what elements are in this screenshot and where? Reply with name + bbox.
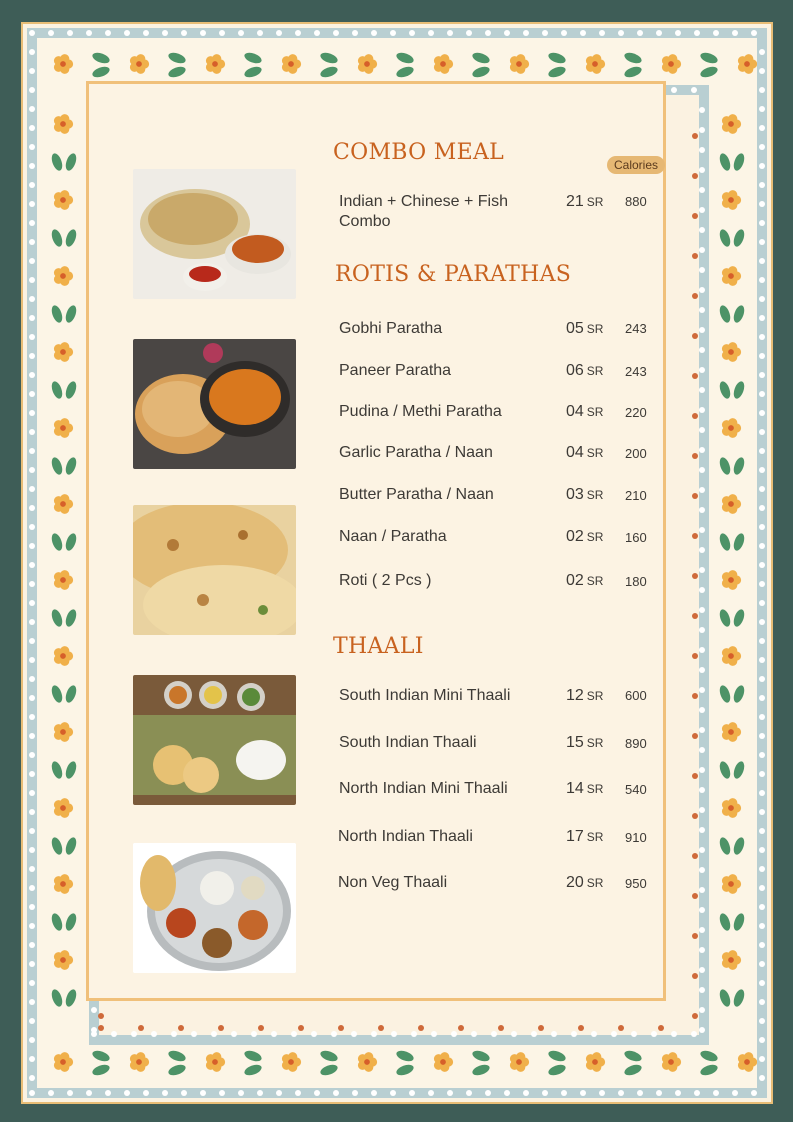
menu-item-name: North Indian Thaali [338, 828, 473, 845]
section-title-thaali: THAALI [333, 634, 424, 659]
menu-item-name: South Indian Thaali [339, 734, 477, 751]
price-value: 04 [566, 403, 584, 420]
price-value: 03 [566, 486, 584, 503]
price-value: 21 [566, 193, 584, 210]
price-value: 06 [566, 362, 584, 379]
menu-item-price [566, 527, 603, 547]
menu-item-price [566, 571, 603, 591]
menu-item-calories: 950 [625, 876, 647, 891]
south-thaali-photo [133, 675, 296, 805]
north-thaali-photo [133, 843, 296, 973]
section-title-rotis-parathas: ROTIS & PARATHAS [335, 262, 572, 287]
currency-label: SR [586, 876, 604, 890]
menu-item-name: Paneer Paratha [339, 362, 452, 379]
menu-item-name: North Indian Mini Thaali [339, 780, 508, 797]
currency-label: SR [586, 736, 604, 750]
price-value: 05 [566, 320, 584, 337]
price-value: 04 [566, 444, 584, 461]
menu-item-calories: 243 [625, 364, 647, 379]
menu-item-price [566, 192, 603, 212]
currency-label: SR [586, 830, 604, 844]
currency-label: SR [586, 322, 604, 336]
menu-item-calories: 220 [625, 405, 647, 420]
menu-item-calories: 890 [625, 736, 647, 751]
menu-item-calories: 210 [625, 488, 647, 503]
currency-label: SR [586, 405, 604, 419]
currency-label: SR [586, 530, 604, 544]
menu-item-name: Garlic Paratha / Naan [339, 444, 493, 461]
menu-item-price [566, 733, 603, 753]
menu-item-calories: 880 [625, 194, 647, 209]
menu-item-price [566, 827, 603, 847]
menu-item-name: Roti ( 2 Pcs ) [339, 572, 432, 589]
calories-badge: Calories [607, 156, 665, 174]
menu-item-name: Naan / Paratha [339, 528, 447, 545]
menu-item-price [566, 443, 603, 463]
currency-label: SR [586, 195, 604, 209]
menu-item-name: Non Veg Thaali [338, 874, 448, 891]
menu-item-price [566, 779, 603, 799]
price-value: 02 [566, 528, 584, 545]
menu-item-calories: 243 [625, 321, 647, 336]
menu-item-name: South Indian Mini Thaali [339, 687, 511, 704]
currency-label: SR [586, 488, 604, 502]
menu-item-price [566, 686, 603, 706]
currency-label: SR [586, 364, 604, 378]
currency-label: SR [586, 689, 604, 703]
price-value: 15 [566, 734, 584, 751]
currency-label: SR [586, 446, 604, 460]
menu-item-name: Gobhi Paratha [339, 320, 443, 337]
menu-item-calories: 540 [625, 782, 647, 797]
menu-item-calories: 180 [625, 574, 647, 589]
currency-label: SR [586, 782, 604, 796]
menu-item-calories: 600 [625, 688, 647, 703]
menu-item-calories: 160 [625, 530, 647, 545]
paratha-photo [133, 339, 296, 469]
menu-item-calories: 200 [625, 446, 647, 461]
menu-item-price [566, 319, 603, 339]
price-value: 17 [566, 828, 584, 845]
price-value: 02 [566, 572, 584, 589]
menu-item-price [566, 402, 603, 422]
menu-item-calories: 910 [625, 830, 647, 845]
menu-item-name: Pudina / Methi Paratha [339, 403, 502, 420]
currency-label: SR [586, 574, 604, 588]
price-value: 12 [566, 687, 584, 704]
price-value: 14 [566, 780, 584, 797]
menu-item-name: Butter Paratha / Naan [339, 486, 494, 503]
menu-item-price [566, 361, 603, 381]
menu-item-price [566, 485, 603, 505]
combo-meal-photo [133, 169, 296, 299]
menu-item-price [566, 873, 603, 893]
price-value: 20 [566, 874, 584, 891]
naan-photo [133, 505, 296, 635]
menu-item-name: Indian + Chinese + Fish Combo [339, 193, 508, 230]
section-title-combo-meal: COMBO MEAL [333, 140, 505, 165]
